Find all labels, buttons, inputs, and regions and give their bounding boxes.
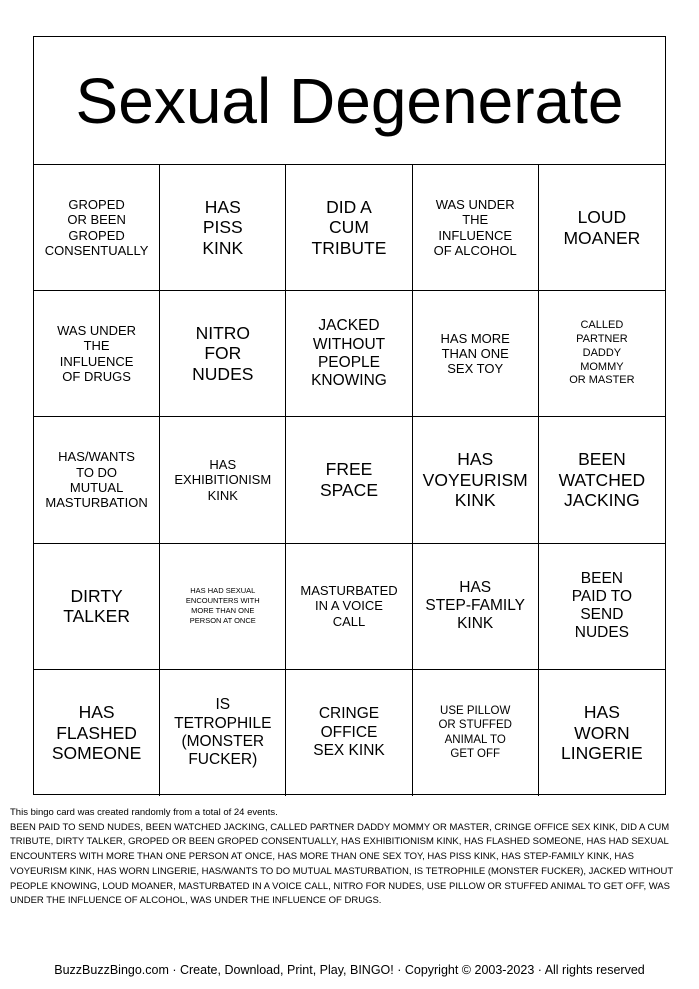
bingo-cell: USE PILLOW OR STUFFED ANIMAL TO GET OFF: [413, 670, 539, 796]
bingo-cell: HAS STEP-FAMILY KINK: [413, 544, 539, 670]
bingo-cell: HAS VOYEURISM KINK: [413, 417, 539, 543]
free-space-cell: FREE SPACE: [286, 417, 412, 543]
bingo-cell: DID A CUM TRIBUTE: [286, 165, 412, 291]
bingo-cell: HAS PISS KINK: [160, 165, 286, 291]
copyright-line: BuzzBuzzBingo.com · Create, Download, Print, Play, BINGO! · Copyright © 2003-2023 · All rights reserved: [54, 963, 645, 977]
bingo-cell: HAS HAD SEXUAL ENCOUNTERS WITH MORE THAN ONE PERSON AT ONCE: [160, 544, 286, 670]
bingo-cell: JACKED WITHOUT PEOPLE KNOWING: [286, 291, 412, 417]
bingo-cell: HAS EXHIBITIONISM KINK: [160, 417, 286, 543]
card-footer: [10, 806, 690, 909]
bingo-cell: MASTURBATED IN A VOICE CALL: [286, 544, 412, 670]
bingo-cell: BEEN PAID TO SEND NUDES: [539, 544, 665, 670]
bingo-grid: [34, 165, 665, 796]
bingo-cell: LOUD MOANER: [539, 165, 665, 291]
bingo-cell: DIRTY TALKER: [34, 544, 160, 670]
bingo-cell: GROPED OR BEEN GROPED CONSENTUALLY: [34, 165, 160, 291]
bingo-cell: WAS UNDER THE INFLUENCE OF ALCOHOL: [413, 165, 539, 291]
bingo-cell: HAS WORN LINGERIE: [561, 701, 643, 764]
bingo-cell: WAS UNDER THE INFLUENCE OF DRUGS: [34, 291, 160, 417]
bingo-cell: CRINGE OFFICE SEX KINK: [286, 670, 412, 796]
footer-intro: This bingo card was created randomly from a total of 24 events.: [10, 807, 278, 818]
bingo-cell: NITRO FOR NUDES: [160, 291, 286, 417]
bingo-card: [33, 36, 666, 795]
bingo-cell: IS TETROPHILE (MONSTER FUCKER): [160, 670, 286, 796]
bingo-cell: BEEN WATCHED JACKING: [539, 417, 665, 543]
bingo-cell: CALLED PARTNER DADDY MOMMY OR MASTER: [539, 291, 665, 417]
bingo-cell: HAS/WANTS TO DO MUTUAL MASTURBATION: [34, 417, 160, 543]
footer-event-list: BEEN PAID TO SEND NUDES, BEEN WATCHED JACKING, CALLED PARTNER DADDY MOMMY OR MASTER, CRINGE OFFICE SEX KINK, DID A CUM TRIBUTE, DIRTY TALKER, GROPED OR BEEN GROPED CONSENTUALLY, HAS EXHIBITIONISM KINK, HAS FLASHED SOMEONE, HAS HAD SEXUAL ENCOUNTERS WITH MORE THAN ONE PERSON AT ONCE, HAS MORE THAN ONE SEX TOY, HAS PISS KINK, HAS STEP-FAMILY KINK, HAS VOYEURISM KINK, HAS WORN LINGERIE, HAS/WANTS TO DO MUTUAL MASTURBATION, IS TETROPHILE (MONSTER FUCKER), JACKED WITHOUT PEOPLE KNOWING, LOUD MOANER, MASTURBATED IN A VOICE CALL, NITRO FOR NUDES, USE PILLOW OR STUFFED ANIMAL TO GET OFF, WAS UNDER THE INFLUENCE OF ALCOHOL, WAS UNDER THE INFLUENCE OF DRUGS.: [10, 821, 673, 907]
card-title: Sexual Degenerate: [34, 37, 665, 165]
bingo-cell: HAS FLASHED SOMEONE: [34, 670, 160, 796]
bingo-cell: HAS MORE THAN ONE SEX TOY: [413, 291, 539, 417]
